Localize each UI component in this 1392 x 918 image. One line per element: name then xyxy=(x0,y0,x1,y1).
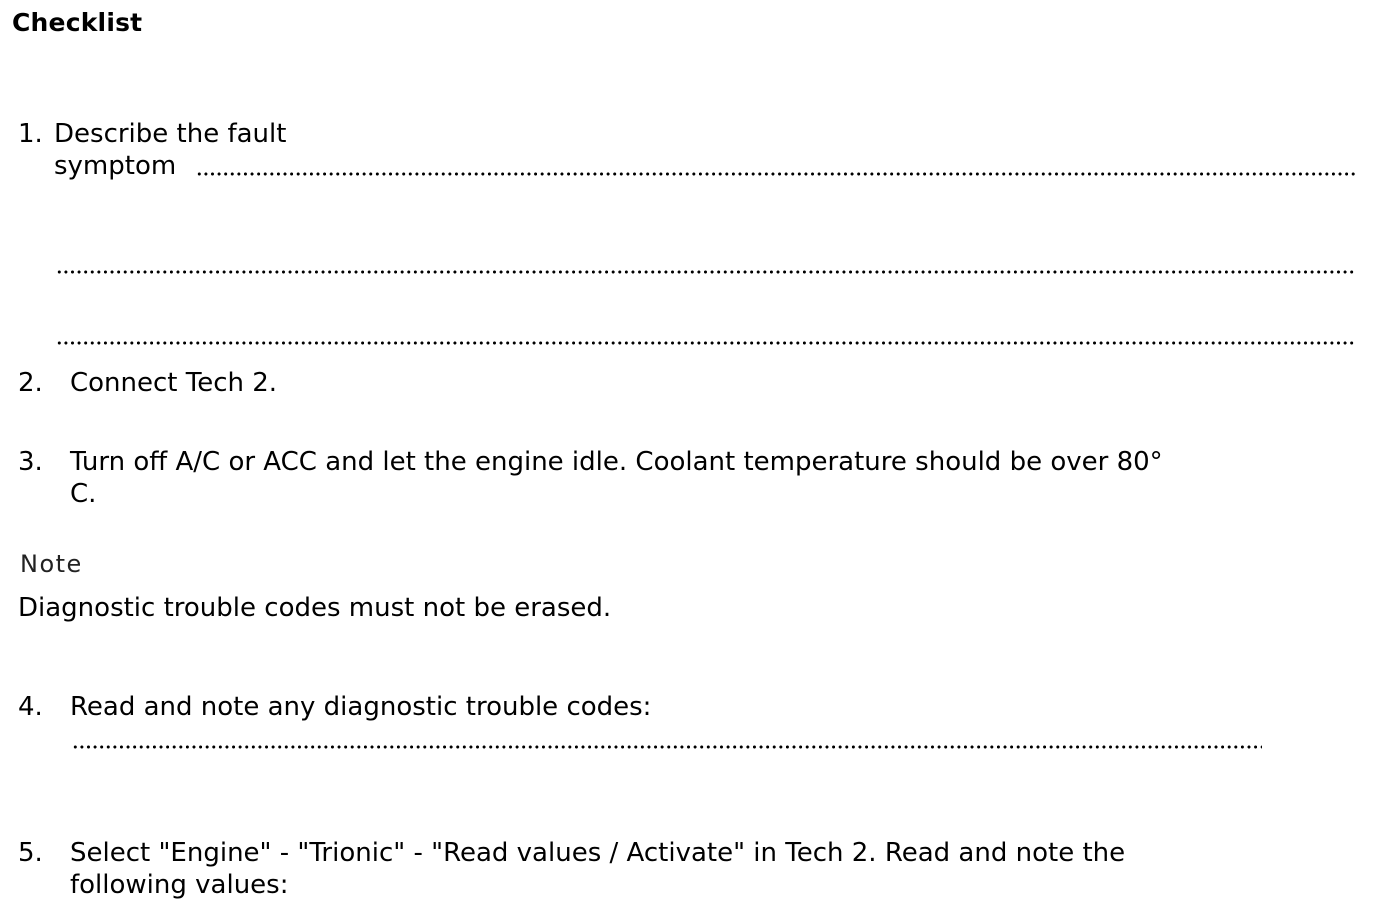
item-number: 3. xyxy=(18,447,43,477)
item-text: Describe the fault xyxy=(54,119,287,149)
note-text: Diagnostic trouble codes must not be erased. xyxy=(18,593,612,623)
item-text-continued: following values: xyxy=(70,870,289,900)
item-text-continued: symptom xyxy=(54,151,177,181)
fill-in-line[interactable] xyxy=(196,172,1356,176)
item-text: Connect Tech 2. xyxy=(70,368,278,398)
item-text: Read and note any diagnostic trouble codes: xyxy=(70,692,652,722)
item-number: 1. xyxy=(18,119,43,149)
item-number: 5. xyxy=(18,838,43,868)
item-text: Turn off A/C or ACC and let the engine idle. Coolant temperature should be over 80° xyxy=(70,447,1163,477)
fill-in-line[interactable] xyxy=(72,745,1262,749)
item-text: Select "Engine" - "Trionic" - "Read values / Activate" in Tech 2. Read and note the xyxy=(70,838,1126,868)
note-label: Note xyxy=(20,550,83,578)
item-number: 2. xyxy=(18,368,43,398)
fill-in-line[interactable] xyxy=(56,341,1356,345)
item-text-continued: C. xyxy=(70,479,97,509)
fill-in-line[interactable] xyxy=(56,270,1356,274)
page-title: Checklist xyxy=(12,8,143,37)
item-number: 4. xyxy=(18,692,43,722)
